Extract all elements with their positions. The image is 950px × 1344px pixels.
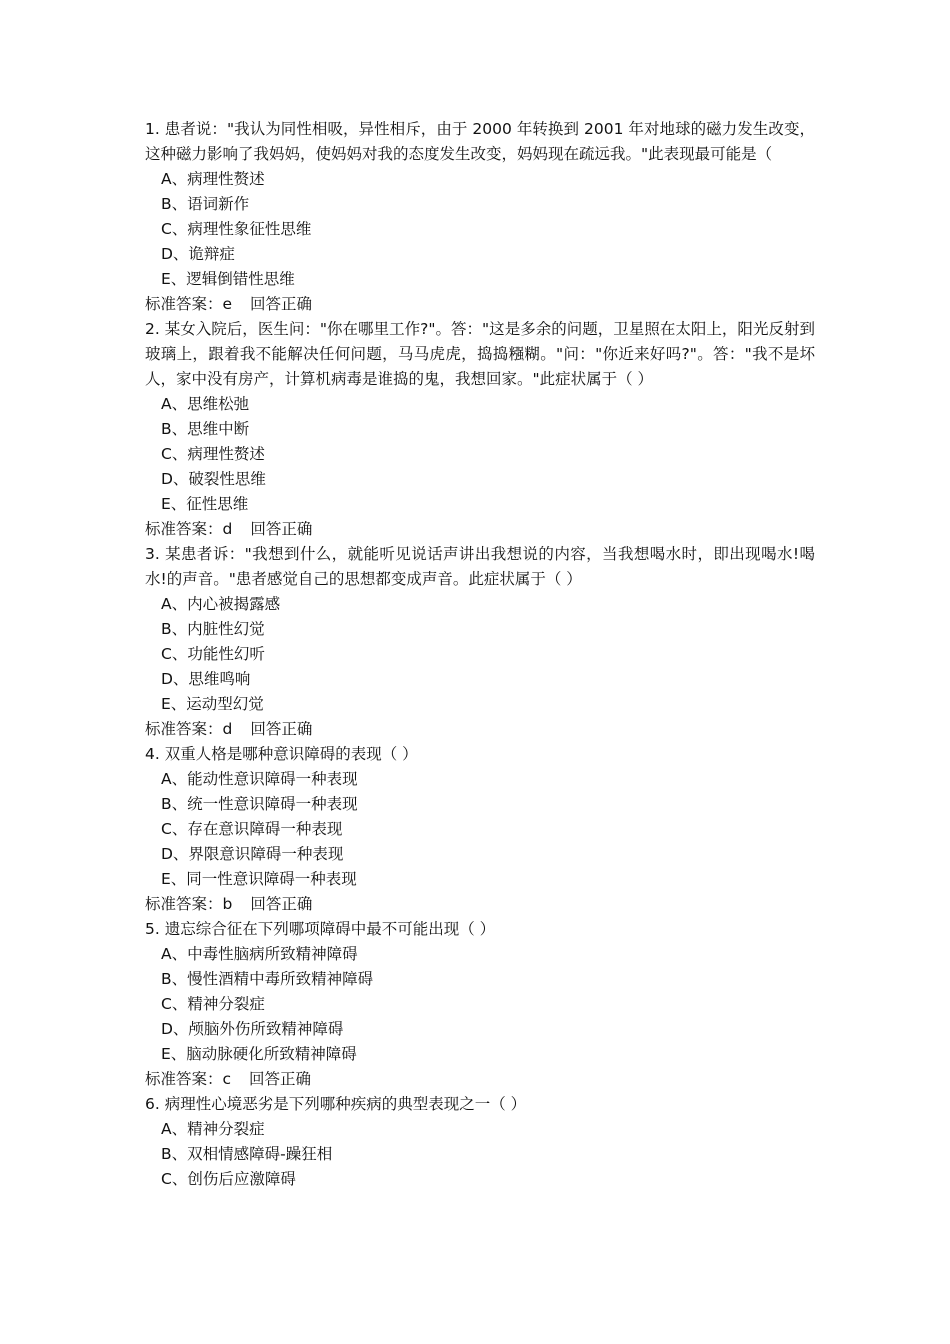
option-a: A、精神分裂症 (161, 1120, 265, 1138)
option-e: E、同一性意识障碍一种表现 (161, 870, 357, 888)
option-c: C、创伤后应激障碍 (161, 1170, 296, 1188)
option-c: C、功能性幻听 (161, 645, 265, 663)
option-b: B、思维中断 (161, 420, 250, 438)
question-stem: 4. 双重人格是哪种意识障碍的表现（ ） (145, 745, 418, 763)
question-item (145, 317, 815, 542)
option-b: B、慢性酒精中毒所致精神障碍 (161, 970, 374, 988)
answer-result: 回答正确 (250, 895, 313, 913)
option-e: E、征性思维 (161, 495, 249, 513)
option-c: C、存在意识障碍一种表现 (161, 820, 343, 838)
standard-answer: 标准答案：d (145, 720, 233, 738)
question-list (145, 117, 815, 1192)
option-d: D、破裂性思维 (161, 470, 266, 488)
option-b: B、内脏性幻觉 (161, 620, 265, 638)
standard-answer: 标准答案：b (145, 895, 233, 913)
question-stem: 6. 病理性心境恶劣是下列哪种疾病的典型表现之一（ ） (145, 1095, 527, 1113)
standard-answer: 标准答案：e (145, 295, 233, 313)
question-stem: 2. 某女入院后，医生问："你在哪里工作?"。答："这是多余的问题，卫星照在太阳上，阳光反射到玻璃上，跟着我不能解决任何问题，马马虎虎，捣捣糨糊。"问："你近来好吗?"。答："我不是坏人，家中没有房产，计算机病毒是谁捣的鬼，我想回家。"此症状属于（ ） (145, 320, 815, 388)
option-d: D、界限意识障碍一种表现 (161, 845, 344, 863)
question-item (145, 117, 815, 317)
option-a: A、思维松弛 (161, 395, 250, 413)
option-a: A、中毒性脑病所致精神障碍 (161, 945, 358, 963)
question-item (145, 742, 815, 917)
question-stem: 3. 某患者诉："我想到什么，就能听见说话声讲出我想说的内容，当我想喝水时，即出现喝水!喝水!的声音。"患者感觉自己的思想都变成声音。此症状属于（ ） (145, 545, 815, 588)
answer-line (145, 1067, 815, 1092)
option-e: E、脑动脉硬化所致精神障碍 (161, 1045, 357, 1063)
option-b: B、统一性意识障碍一种表现 (161, 795, 358, 813)
question-stem: 5. 遗忘综合征在下列哪项障碍中最不可能出现（ ） (145, 920, 496, 938)
option-b: B、语词新作 (161, 195, 250, 213)
standard-answer: 标准答案：c (145, 1070, 232, 1088)
question-item (145, 1092, 815, 1192)
answer-result: 回答正确 (250, 720, 313, 738)
answer-result: 回答正确 (250, 295, 313, 313)
question-item (145, 917, 815, 1092)
option-e: E、逻辑倒错性思维 (161, 270, 295, 288)
option-c: C、病理性象征性思维 (161, 220, 312, 238)
option-c: C、病理性赘述 (161, 445, 265, 463)
option-a: A、病理性赘述 (161, 170, 265, 188)
option-c: C、精神分裂症 (161, 995, 265, 1013)
question-stem: 1. 患者说："我认为同性相吸，异性相斥，由于 2000 年转换到 2001 年对地球的磁力发生改变，这种磁力影响了我妈妈，使妈妈对我的态度发生改变，妈妈现在疏远我。"此表现最可能是（ (145, 120, 815, 163)
option-d: D、思维鸣响 (161, 670, 251, 688)
answer-line (145, 292, 815, 317)
answer-result: 回答正确 (250, 520, 313, 538)
answer-result: 回答正确 (249, 1070, 312, 1088)
option-d: D、诡辩症 (161, 245, 235, 263)
question-item (145, 542, 815, 742)
option-b: B、双相情感障碍-躁狂相 (161, 1145, 333, 1163)
option-a: A、能动性意识障碍一种表现 (161, 770, 358, 788)
answer-line (145, 717, 815, 742)
standard-answer: 标准答案：d (145, 520, 233, 538)
option-e: E、运动型幻觉 (161, 695, 264, 713)
option-a: A、内心被揭露感 (161, 595, 281, 613)
answer-line (145, 517, 815, 542)
answer-line (145, 892, 815, 917)
option-d: D、颅脑外伤所致精神障碍 (161, 1020, 344, 1038)
